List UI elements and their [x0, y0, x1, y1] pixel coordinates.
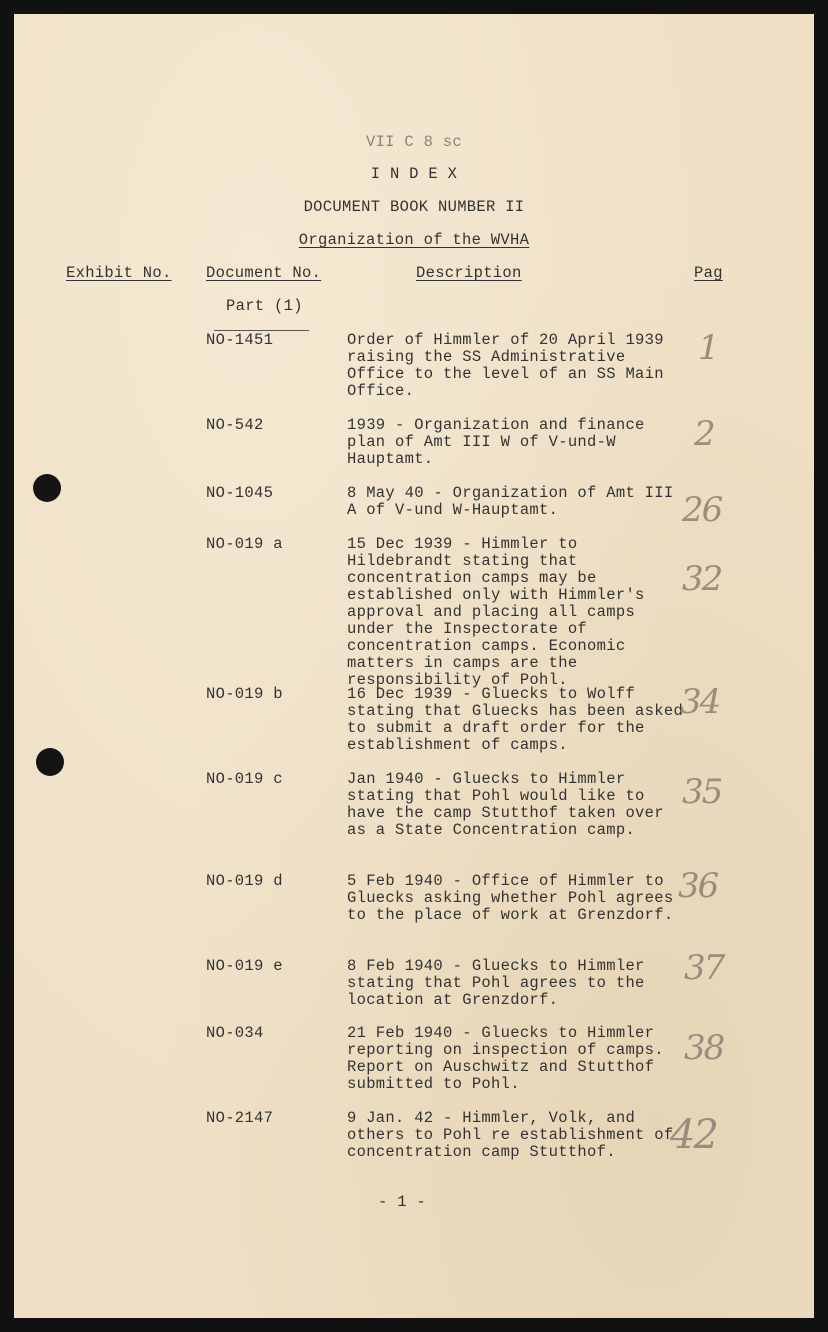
handwritten-page: 2 — [694, 414, 714, 454]
document-number: NO-019 e — [206, 957, 283, 975]
handwritten-page: 37 — [684, 948, 724, 988]
handwritten-page: 42 — [670, 1112, 717, 1158]
index-title: I N D E X — [370, 165, 458, 183]
document-column-header: Document No. — [206, 264, 322, 282]
handwritten-page: 1 — [698, 328, 718, 368]
entry-description: 15 Dec 1939 - Himmler to Hildebrandt stating that concentration camps may be established only with Himmler's approval and placing all camps under the Inspectorate of concentration camps. Economic matters in camps are the responsibility of Pohl. — [347, 535, 645, 689]
handwritten-page: 36 — [678, 866, 718, 906]
punch-hole — [36, 748, 64, 776]
document-number: NO-019 a — [206, 535, 283, 553]
document-number: NO-019 b — [206, 685, 283, 703]
entry-description: 5 Feb 1940 - Office of Himmler to Gluecks asking whether Pohl agrees to the place of work at Grenzdorf. — [347, 872, 674, 924]
document-number: NO-1045 — [206, 484, 274, 502]
document-reference: VII C 8 sc — [365, 133, 462, 151]
page-number: - 1 - — [378, 1193, 427, 1211]
document-number: NO-019 d — [206, 872, 283, 890]
entry-description: 16 Dec 1939 - Gluecks to Wolff stating that Gluecks has been asked to submit a draft order for the establishment of camps. — [347, 685, 684, 754]
document-number: NO-542 — [206, 416, 264, 434]
exhibit-column-header: Exhibit No. — [66, 264, 172, 282]
punch-hole — [33, 474, 61, 502]
handwritten-page: 26 — [682, 490, 722, 530]
document-page — [14, 14, 814, 1318]
entry-description: 9 Jan. 42 - Himmler, Volk, and others to Pohl re establishment of concentration camp Stutthof. — [347, 1109, 674, 1161]
document-number: NO-2147 — [206, 1109, 274, 1127]
page-column-header: Pag — [694, 264, 723, 282]
entry-description: 8 Feb 1940 - Gluecks to Himmler stating that Pohl agrees to the location at Grenzdorf. — [347, 957, 645, 1009]
document-number: NO-034 — [206, 1024, 264, 1042]
handwritten-page: 34 — [680, 682, 720, 722]
entry-description: 8 May 40 - Organization of Amt III A of V-und W-Hauptamt. — [347, 484, 674, 519]
book-title: DOCUMENT BOOK NUMBER II — [303, 198, 525, 216]
entry-description: 1939 - Organization and finance plan of Amt III W of V-und-W Hauptamt. — [347, 416, 645, 468]
document-number: NO-1451 — [206, 331, 274, 349]
entry-description: Order of Himmler of 20 April 1939 raising the SS Administrative Office to the level of an SS Main Office. — [347, 331, 664, 400]
document-number: NO-019 c — [206, 770, 283, 788]
description-column-header: Description — [416, 264, 522, 282]
entry-description: 21 Feb 1940 - Gluecks to Himmler reporting on inspection of camps. Report on Auschwitz and Stutthof submitted to Pohl. — [347, 1024, 664, 1093]
handwritten-page: 38 — [684, 1028, 724, 1068]
entry-description: Jan 1940 - Gluecks to Himmler stating that Pohl would like to have the camp Stutthof taken over as a State Concentration camp. — [347, 770, 664, 839]
subject-heading: Organization of the WVHA — [298, 231, 530, 249]
handwritten-page: 32 — [682, 559, 722, 599]
part-label: Part (1) — [226, 297, 303, 315]
handwritten-page: 35 — [682, 772, 722, 812]
